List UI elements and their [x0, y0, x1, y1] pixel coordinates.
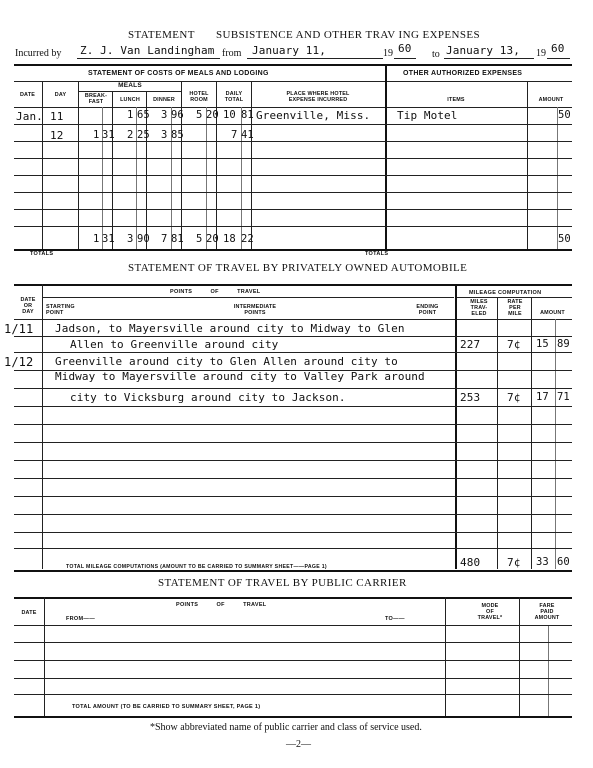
total-rate: 7¢ [507, 556, 521, 569]
starting-point-header: STARTING POINT [46, 304, 75, 316]
trip-rate: 7¢ [507, 391, 521, 404]
incurred-by-label: Incurred by [15, 48, 62, 59]
public-header-bottom [14, 625, 572, 626]
mileage-total-label: TOTAL MILEAGE COMPUTATIONS (AMOUNT TO BE CARRIED TO SUMMARY SHEET——PAGE 1) [66, 564, 327, 570]
public-date-header: DATE [21, 610, 37, 616]
col-daily-header: DAILY TOTAL [224, 91, 244, 103]
mileage-title: MILEAGE COMPUTATION [469, 290, 542, 296]
form-title-left: STATEMENT [128, 29, 195, 41]
cents-divider [206, 107, 207, 249]
col-date-header: DATE [19, 92, 36, 98]
mode-header: MODE OF TRAVEL* [477, 603, 503, 621]
meals-top-rule [14, 64, 572, 66]
meals-bottom-rule [14, 249, 572, 251]
trip-amount-dollars: 15 [536, 338, 549, 350]
hotel-place: Greenville, Miss. [256, 109, 371, 122]
auto-row-line [14, 514, 572, 515]
year-value-1: 60 [398, 42, 412, 55]
trip-route-line: Allen to Greenville around city [70, 338, 279, 351]
incurred-by-line [77, 58, 220, 59]
meals-row-line [14, 209, 572, 210]
auto-sub-rule [457, 297, 572, 298]
auto-top-rule [14, 284, 572, 286]
col-dinner-header: DINNER [153, 97, 175, 103]
rate-header: RATE PER MILE [507, 299, 523, 317]
total-lunch-dollars: 3 [127, 233, 134, 245]
intermediate-points-header: INTERMEDIATE POINTS [233, 304, 277, 316]
auto-points-label: POINTS OF TRAVEL [170, 289, 261, 295]
auto-bottom-rule [14, 570, 572, 572]
meals-row-line [14, 192, 572, 193]
trip-miles: 253 [460, 391, 481, 404]
trip-date: 1/12 [4, 355, 34, 369]
daily-dollars: 10 [223, 109, 236, 121]
trip-route-line: Midway to Mayersville around city to Valley Park around [55, 370, 425, 383]
public-vline [445, 597, 446, 717]
footnote: *Show abbreviated name of public carrier and class of service used. [150, 722, 422, 733]
meals-subrule [79, 91, 181, 92]
auto-row-line [14, 424, 572, 425]
meals-header-bottom [14, 107, 572, 108]
total-lunch-cents: 90 [137, 233, 150, 245]
lunch-dollars: 1 [127, 109, 134, 121]
dinner-dollars: 3 [161, 129, 168, 141]
col-hotel-header: HOTEL ROOM [189, 91, 209, 103]
expense-amount: 50 [558, 109, 571, 121]
miles-header: MILES TRAV- ELED [470, 299, 488, 317]
auto-row-line [14, 406, 572, 407]
meals-row-line [14, 158, 572, 159]
breakfast-cents: 31 [102, 129, 115, 141]
meals-row-line [14, 124, 572, 125]
auto-row-line [14, 478, 572, 479]
lunch-dollars: 2 [127, 129, 134, 141]
auto-vline [531, 297, 532, 569]
total-breakfast-cents: 31 [102, 233, 115, 245]
meal-row-date: Jan. [16, 110, 43, 123]
to-date-value: January 13, [446, 44, 520, 57]
expense-item: Tip Motel [397, 109, 458, 122]
meals-vline [42, 81, 43, 249]
cents-divider [557, 107, 558, 249]
cents-divider [548, 625, 549, 717]
page-number: —2— [286, 739, 311, 750]
dinner-dollars: 3 [161, 109, 168, 121]
from-label: from [222, 48, 242, 59]
public-row-line [14, 660, 572, 661]
public-vline [519, 597, 520, 717]
totals-label-right: TOTALS [365, 251, 389, 257]
col-place-header: PLACE WHERE HOTEL EXPENSE INCURRED [286, 91, 350, 103]
public-total-label: TOTAL AMOUNT (TO BE CARRIED TO SUMMARY SHEET, PAGE 1) [72, 704, 261, 710]
from-date-value: January 11, [252, 44, 326, 57]
trip-miles: 227 [460, 338, 481, 351]
year-line-2 [547, 58, 570, 59]
auto-divider [455, 284, 457, 569]
total-dinner-dollars: 7 [161, 233, 168, 245]
trip-date: 1/11 [4, 322, 34, 336]
total-daily-dollars: 18 [223, 233, 236, 245]
trip-amount-cents: 71 [557, 391, 570, 403]
total-amount-dollars: 33 [536, 556, 549, 568]
totals-label: TOTALS [30, 251, 54, 257]
total-other-amount: 50 [558, 233, 571, 245]
auto-row-line [14, 548, 572, 549]
public-row-line [14, 694, 572, 695]
col-meals-header: MEALS [118, 82, 142, 89]
public-row-line [14, 678, 572, 679]
trip-route-line: Greenville around city to Glen Allen around city to [55, 355, 398, 368]
trip-amount-dollars: 17 [536, 391, 549, 403]
daily-dollars: 7 [231, 129, 238, 141]
auto-section-title: STATEMENT OF TRAVEL BY PRIVATELY OWNED AUTOMOBILE [128, 262, 468, 274]
meals-vline [527, 81, 528, 249]
auto-row-line [14, 388, 572, 389]
dinner-cents: 96 [171, 109, 184, 121]
auto-row-line [14, 336, 572, 337]
col-items-header: ITEMS [447, 97, 465, 103]
dinner-cents: 85 [171, 129, 184, 141]
meals-vline [181, 81, 182, 249]
incurred-by-value: Z. J. Van Landingham [80, 44, 215, 57]
public-vline [44, 597, 45, 717]
total-miles: 480 [460, 556, 481, 569]
auto-row-line [14, 352, 572, 353]
ending-point-header: ENDING POINT [416, 304, 439, 316]
public-top-rule [14, 597, 572, 599]
auto-row-line [14, 532, 572, 533]
col-breakfast-header: BREAK- FAST [84, 93, 108, 105]
public-bottom-rule [14, 716, 572, 718]
auto-row-line [14, 442, 572, 443]
total-dinner-cents: 81 [171, 233, 184, 245]
from-line [247, 58, 383, 59]
trip-rate: 7¢ [507, 338, 521, 351]
total-breakfast-dollars: 1 [93, 233, 100, 245]
auto-amount-header: AMOUNT [540, 310, 565, 316]
total-hotel-dollars: 5 [196, 233, 203, 245]
auto-header-bottom [14, 319, 572, 320]
total-amount-cents: 60 [557, 556, 570, 568]
hotel-cents: 20 [206, 109, 219, 121]
year-prefix-1: 19 [383, 48, 393, 59]
meals-vline [78, 81, 79, 249]
meals-row-line [14, 175, 572, 176]
public-points-label: POINTS OF TRAVEL [176, 602, 267, 608]
col-lunch-header: LUNCH [120, 97, 140, 103]
auto-sub-rule [42, 297, 454, 298]
meals-divider [385, 64, 387, 249]
public-section-title: STATEMENT OF TRAVEL BY PUBLIC CARRIER [158, 577, 407, 589]
auto-vline [42, 284, 43, 569]
lunch-cents: 65 [137, 109, 150, 121]
lunch-cents: 25 [137, 129, 150, 141]
daily-cents: 41 [241, 129, 254, 141]
meals-row-line [14, 141, 572, 142]
total-daily-cents: 22 [241, 233, 254, 245]
meals-section-title: STATEMENT OF COSTS OF MEALS AND LODGING [88, 70, 269, 77]
daily-cents: 81 [241, 109, 254, 121]
meals-vline [216, 81, 217, 249]
trip-route-line: Jadson, to Mayersville around city to Midway to Glen [55, 322, 405, 335]
meals-row-line [14, 226, 572, 227]
auto-vline [497, 297, 498, 569]
year-line-1 [394, 58, 416, 59]
meals-vline [251, 81, 252, 249]
to-header: TO—— [385, 616, 405, 622]
meal-row-day: 11 [50, 110, 64, 123]
trip-amount-cents: 89 [557, 338, 570, 350]
total-hotel-cents: 20 [206, 233, 219, 245]
to-label: to [432, 49, 440, 60]
public-row-line [14, 642, 572, 643]
col-amount-header: AMOUNT [538, 97, 564, 103]
to-line [444, 58, 534, 59]
year-value-2: 60 [551, 42, 565, 55]
breakfast-dollars: 1 [93, 129, 100, 141]
hotel-dollars: 5 [196, 109, 203, 121]
form-title-right: SUBSISTENCE AND OTHER TRAV ING EXPENSES [216, 29, 481, 41]
other-expenses-title: OTHER AUTHORIZED EXPENSES [403, 70, 523, 77]
trip-route-line: city to Vicksburg around city to Jackson. [70, 391, 346, 404]
meal-row-day: 12 [50, 129, 64, 142]
fare-header: FARE PAID AMOUNT [534, 603, 560, 621]
year-prefix-2: 19 [536, 48, 546, 59]
auto-date-header: DATE OR DAY [20, 297, 36, 315]
from-header: FROM—— [66, 616, 95, 622]
meals-rule-1 [14, 81, 572, 82]
col-day-header: DAY [54, 92, 67, 98]
auto-row-line [14, 496, 572, 497]
auto-row-line [14, 460, 572, 461]
